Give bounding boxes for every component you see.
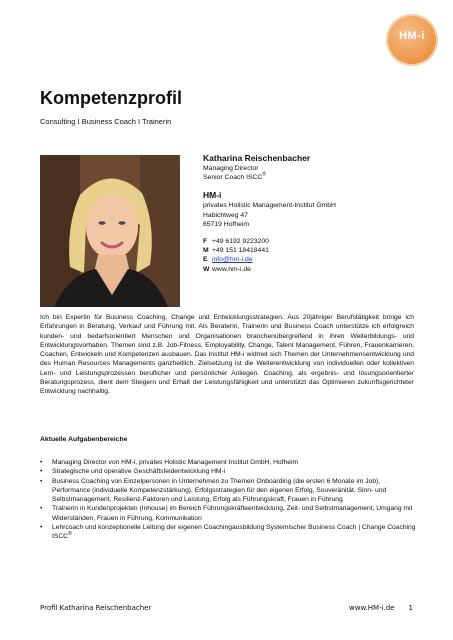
list-item: • Strategische und operative Geschäftsfeldentwicklung HM-i [40, 467, 418, 476]
task-list [40, 458, 418, 542]
email-label: E [203, 256, 208, 264]
registered-mark: ® [67, 531, 72, 538]
section-heading: Aktuelle Aufgabenbereiche [40, 436, 128, 443]
mobile-line [203, 246, 336, 255]
city-address: 65719 Hofheim [203, 220, 250, 228]
list-item: • Trainerin in Kundenprojekten (Inhouse) im Bereich Führungskräfteentwicklung, Zeit- und Selbstmanagement, Umgang mit Widerständen, Frauen in Führung, Kommunikation [40, 504, 418, 523]
person-certification [203, 173, 336, 182]
email-line [203, 255, 336, 264]
list-item: • Managing Director von HM-i, privates Holistic Management Institut GmbH, Hofheim [40, 458, 418, 467]
person-role: Managing Director [203, 165, 259, 172]
page-footer [40, 604, 413, 612]
web-label: W [203, 265, 210, 273]
organization-name: HM-i [203, 190, 222, 201]
registered-mark: ® [262, 171, 266, 178]
email-link[interactable]: info@hm-i.de [212, 256, 253, 264]
page-title: Kompetenzprofil [40, 88, 182, 108]
web-line [203, 265, 336, 274]
certification-text: Senior Coach ISCC [203, 174, 263, 182]
list-item [40, 523, 418, 542]
page-subtitle: Consulting I Business Coach I Trainerin [40, 117, 172, 126]
logo-text: HM-i [399, 30, 425, 42]
footer-right [335, 604, 413, 612]
fax-line [203, 237, 336, 246]
footer-title: Profil Katharina Reischenbacher [40, 604, 152, 612]
page-number: 1 [408, 604, 413, 612]
company-logo [386, 14, 438, 66]
contact-block [203, 153, 336, 274]
fax-label: F [203, 238, 208, 246]
person-name: Katharina Reischenbacher [203, 153, 311, 163]
portrait-photo [40, 155, 180, 307]
web-address: www.hm-i.de [212, 265, 251, 273]
fax-number: +49 6192 9223200 [212, 238, 269, 246]
list-item: • Business Coaching von Einzelpersonen in Unternehmen zu Themen Onboarding (die ersten 6 Monate im Job), Performance (individuelle Kompetenzstärkung), Erfolgsstrategien für den eigenen Erfolg, Souveränität, Sinn- und Selbstmanagement, Resilienz-Faktoren und Leistung, Erfolg als Führungskraft, Frauen in Führung [40, 477, 418, 505]
footer-website: www.HM-i.de [349, 604, 395, 612]
mobile-number: +49 151 18418441 [212, 247, 269, 255]
intro-paragraph: Ich bin Expertin für Business Coaching, Change und Entwicklungsstrategien. Aus 20jähriger Berufstätigkeit bringe ich Erfahrungen in Beratung, Verkauf und Führung mit. Als Beraterin, Trainerin und Business Coach unterstütze ich erfolgreich kunden- und bedarfsorientiert Menschen und Organisationen branchenübergreifend in ihren Weiterbildungs- und Entwicklungsvorhaben. Themen sind z.B. Job-Fitness, Employability, Change, Talent Management, Führen, Frauenkarrieren, Coachen, Entwickeln und Kompetenzen ausbauen. Das Institut HM-i widmet sich Themen der Unternehmensentwicklung und des Human Resources Managements ganzheitlich. Zielsetzung ist die Weiterentwicklung von individuellen oder kollektiven Lern- und Leistungsprozessen beruflicher und persönlicher Anliegen. Coaching, als ergebnis- und lösungsorientierter Beratungsprozess, dient dem Steigern und Erhalt der Leistungsfähigkeit und unterstützt das Optimieren zukunftsgerichteter Entwicklung nachhaltig. [40, 314, 414, 396]
organization-full-name: privates Holistic Management-Institut GmbH [203, 202, 336, 210]
mobile-label: M [203, 247, 209, 255]
street-address: Habichtweg 47 [203, 211, 248, 219]
list-item-text: Lehrcoach und konzeptionelle Leitung der eigenen Coachingausbildung Systemischer Business Coach | Change Coaching ISCC [52, 524, 416, 541]
